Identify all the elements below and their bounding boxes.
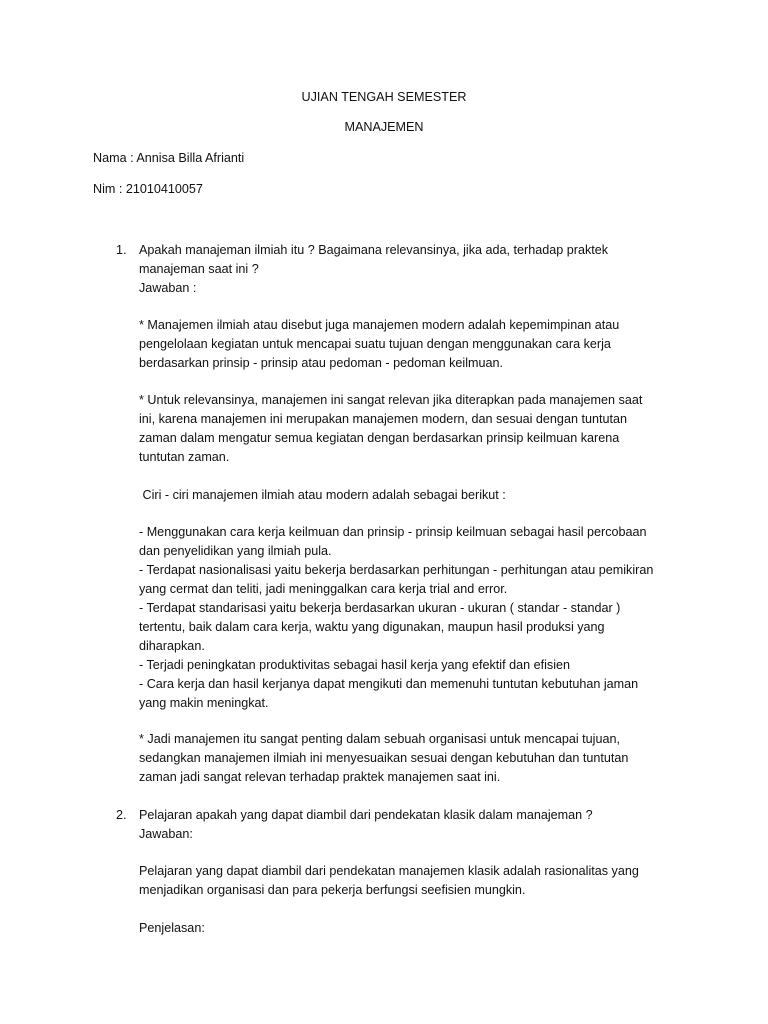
paragraph-line: ini, karena manajemen ini merupakan manajemen modern, dan sesuai dengan tuntutan xyxy=(139,412,627,426)
paragraph-line: pengelolaan kegiatan untuk mencapai suatu tujuan dengan menggunakan cara kerja xyxy=(139,337,611,351)
penjelasan-label xyxy=(139,919,679,938)
list-item: dan penyelidikan yang ilmiah pula. xyxy=(139,544,332,558)
paragraph-line: tuntutan zaman. xyxy=(139,450,230,464)
paragraph-line: menjadikan organisasi dan para pekerja berfungsi seefisien mungkin. xyxy=(139,883,526,897)
question-2-number: 2. xyxy=(116,808,127,822)
answer-1-paragraph-2 xyxy=(139,391,679,467)
question-1-text-line: manajeman saat ini ? xyxy=(139,262,259,276)
list-item: diharapkan. xyxy=(139,639,205,653)
list-item: - Terdapat standarisasi yaitu bekerja berdasarkan ukuran - ukuran ( standar - standar ) xyxy=(139,601,621,615)
question-1-text-line: Apakah manajeman ilmiah itu ? Bagaimana relevansinya, jika ada, terhadap praktek xyxy=(139,243,609,257)
list-item: yang cermat dan teliti, jadi meninggalkan cara kerja trial and error. xyxy=(139,582,508,596)
paragraph-line: sedangkan manajemen ilmiah ini menyesuaikan sesuai dengan kebutuhan dan tuntutan xyxy=(139,751,629,765)
student-name: Nama : Annisa Billa Afrianti xyxy=(93,151,245,165)
answer-2-label: Jawaban: xyxy=(139,827,193,841)
ciri-intro xyxy=(139,486,679,505)
paragraph-line: * Manajemen ilmiah atau disebut juga manajemen modern adalah kepemimpinan atau xyxy=(139,318,620,332)
list-item: tertentu, baik dalam cara kerja, waktu yang digunakan, maupun hasil produksi yang xyxy=(139,620,605,634)
ciri-list xyxy=(139,523,679,713)
list-item: yang makin meningkat. xyxy=(139,696,269,710)
question-2-text-line: Pelajaran apakah yang dapat diambil dari pendekatan klasik dalam manajeman ? xyxy=(139,808,593,822)
list-item: - Menggunakan cara kerja keilmuan dan prinsip - prinsip keilmuan sebagai hasil percobaan xyxy=(139,525,647,539)
paragraph-line: zaman jadi sangat relevan terhadap praktek manajemen saat ini. xyxy=(139,770,501,784)
paragraph-line: Penjelasan: xyxy=(139,921,205,935)
paragraph-line: zaman dalam mengatur semua kegiatan dengan berdasarkan prinsip keilmuan karena xyxy=(139,431,620,445)
paragraph-line: Pelajaran yang dapat diambil dari pendekatan manajemen klasik adalah rasionalitas yang xyxy=(139,864,639,878)
answer-1-paragraph-3 xyxy=(139,730,679,787)
paragraph-line: berdasarkan prinsip - prinsip atau pedoman - pedoman keilmuan. xyxy=(139,356,504,370)
list-item: - Terdapat nasionalisasi yaitu bekerja berdasarkan perhitungan - perhitungan atau pemikiran xyxy=(139,563,654,577)
answer-2-paragraph-1 xyxy=(139,862,679,900)
answer-1-label: Jawaban : xyxy=(139,281,197,295)
list-item: - Terjadi peningkatan produktivitas sebagai hasil kerja yang efektif dan efisien xyxy=(139,658,571,672)
document-title: UJIAN TENGAH SEMESTER xyxy=(301,90,467,104)
question-2-block xyxy=(139,806,679,844)
question-1-number: 1. xyxy=(116,243,127,257)
paragraph-line: * Jadi manajemen itu sangat penting dalam sebuah organisasi untuk mencapai tujuan, xyxy=(139,732,620,746)
list-item: - Cara kerja dan hasil kerjanya dapat mengikuti dan memenuhi tuntutan kebutuhan jaman xyxy=(139,677,639,691)
paragraph-line: * Untuk relevansinya, manajemen ini sangat relevan jika diterapkan pada manajemen saat xyxy=(139,393,643,407)
answer-1-paragraph-1 xyxy=(139,316,679,373)
student-nim: Nim : 21010410057 xyxy=(93,182,203,196)
document-subject: MANAJEMEN xyxy=(344,120,424,134)
question-1-block xyxy=(139,241,679,298)
paragraph-line: Ciri - ciri manajemen ilmiah atau modern adalah sebagai berikut : xyxy=(139,488,506,502)
